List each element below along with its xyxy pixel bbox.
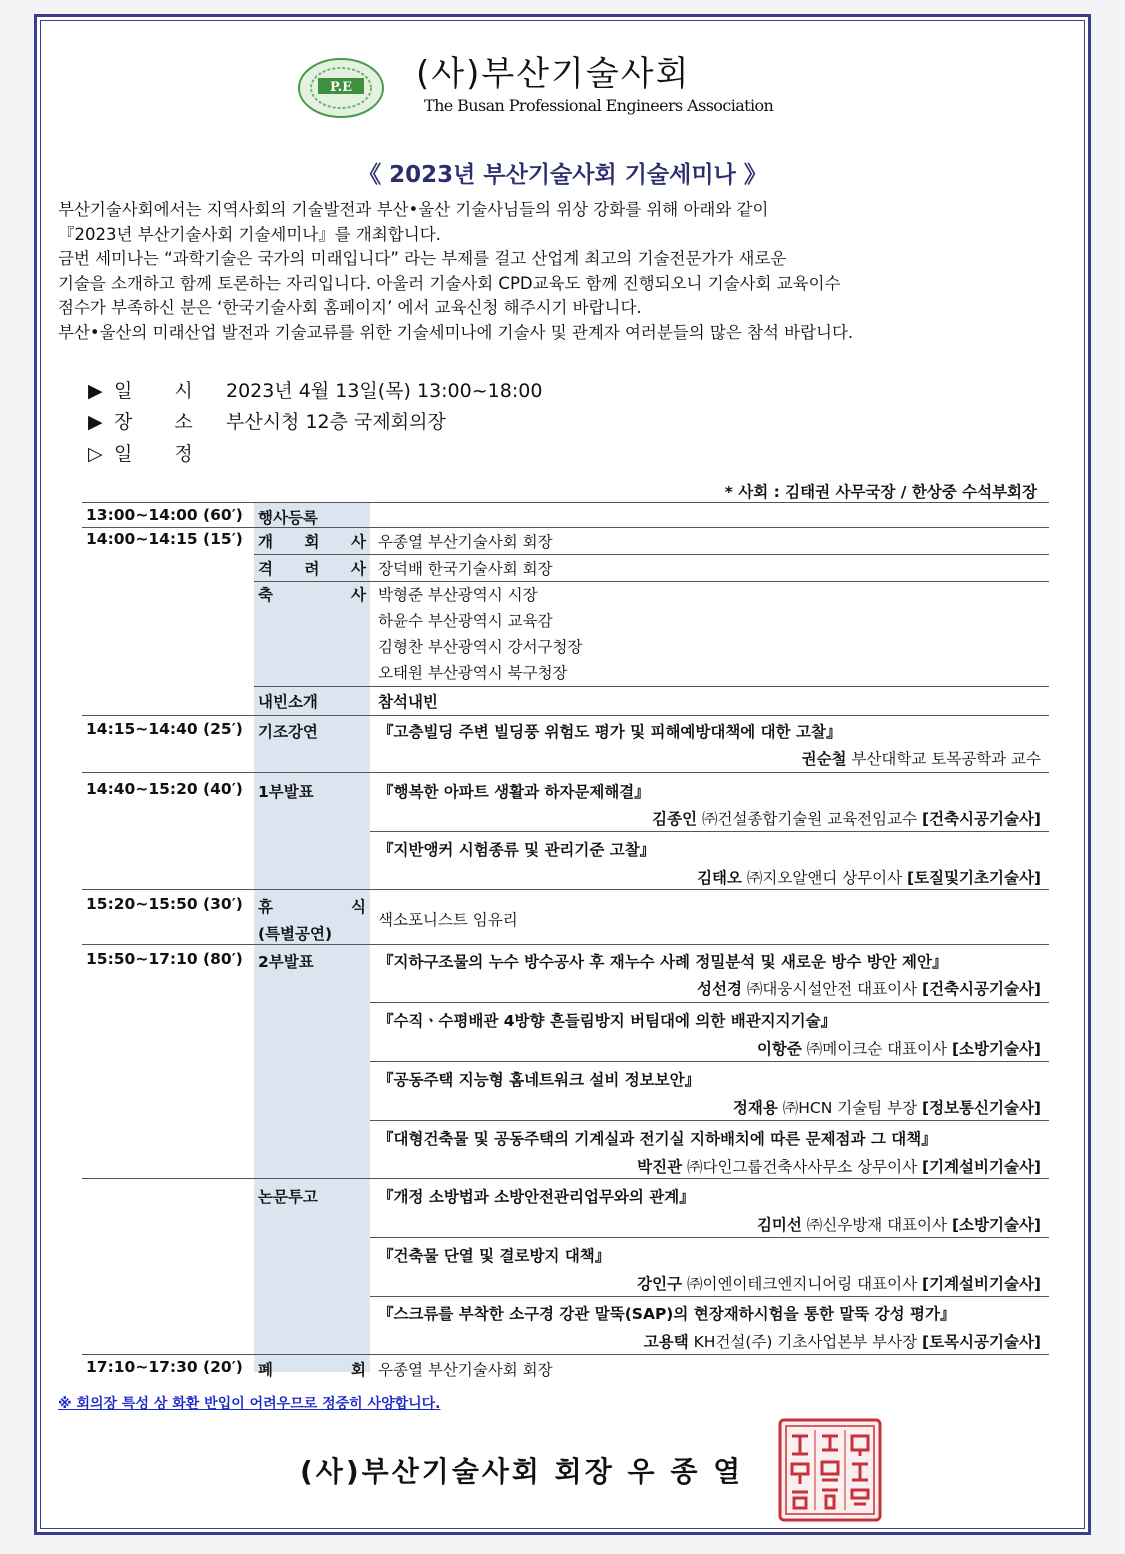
time-slot: 13:00~14:00 (60′) bbox=[86, 506, 243, 524]
speaker-name: 권순철 bbox=[801, 750, 847, 768]
talk-speaker-line bbox=[644, 1330, 1041, 1352]
speaker-field: [토목시공기술사] bbox=[922, 1333, 1041, 1351]
speaker-field: [기계설비기술사] bbox=[922, 1275, 1041, 1293]
category-label: 2부발표 bbox=[258, 953, 314, 971]
row-content: 박형준 부산광역시 시장 bbox=[378, 586, 538, 604]
talk-speaker-line bbox=[652, 807, 1041, 829]
place-label: 장 소 bbox=[114, 411, 211, 433]
talk-topic: 『대형건축물 및 공동주택의 기계실과 전기실 지하배치에 따른 문제점과 그 대책』 bbox=[378, 1130, 937, 1148]
speaker-affiliation: 부산대학교 토목공학과 교수 bbox=[851, 750, 1041, 768]
speaker-name: 이항준 bbox=[756, 1040, 802, 1058]
speaker-affiliation: ㈜대웅시설안전 대표이사 bbox=[746, 980, 918, 998]
talk-speaker-line bbox=[757, 1213, 1041, 1235]
speaker-field: [건축시공기술사] bbox=[922, 810, 1041, 828]
schedule-label: 일 정 bbox=[114, 443, 211, 465]
category-label: 휴 식 bbox=[258, 898, 366, 916]
talk-speaker-line bbox=[637, 1155, 1041, 1177]
speaker-affiliation: ㈜건설종합기술원 교육전임교수 bbox=[702, 810, 918, 828]
intro-line: 부산기술사회에서는 지역사회의 기술발전과 부산•울산 기술사님들의 위상 강화를 위해 아래와 같이 bbox=[58, 200, 769, 219]
category-label: 축 사 bbox=[258, 586, 366, 604]
talk-topic: 『수직ㆍ수평배관 4방향 흔들림방지 버팀대에 의한 배관지지기술』 bbox=[378, 1012, 837, 1030]
row-content: 하윤수 부산광역시 교육감 bbox=[378, 612, 553, 630]
letterhead bbox=[296, 42, 796, 132]
talk-topic: 『고층빌딩 주변 빌딩풍 위험도 평가 및 피해예방대책에 대한 고찰』 bbox=[378, 723, 842, 741]
talk-topic: 『지하구조물의 누수 방수공사 후 재누수 사례 정밀분석 및 새로운 방수 방안 제안』 bbox=[378, 953, 948, 971]
signature-line: (사)부산기술사회 회장 우 종 열 bbox=[300, 1455, 744, 1488]
speaker-affiliation: ㈜지오알앤디 상무이사 bbox=[746, 869, 903, 887]
time-slot: 14:00~14:15 (15′) bbox=[86, 530, 243, 548]
speaker-name: 정재용 bbox=[732, 1099, 778, 1117]
official-seal-icon bbox=[778, 1418, 882, 1522]
speaker-affiliation: ㈜신우방재 대표이사 bbox=[806, 1216, 948, 1234]
speaker-name: 박진관 bbox=[637, 1158, 683, 1176]
speaker-field: [소방기술사] bbox=[951, 1216, 1041, 1234]
speaker-name: 고용택 bbox=[643, 1333, 689, 1351]
speaker-field: [토질및기초기술사] bbox=[907, 869, 1041, 887]
org-name: (사)부산기술사회 bbox=[416, 54, 691, 94]
info-schedule bbox=[88, 439, 226, 466]
talk-speaker-line bbox=[802, 747, 1041, 769]
category-label: 내빈소개 bbox=[258, 693, 318, 711]
date-label: 일 시 bbox=[114, 380, 211, 402]
intro-line: 점수가 부족하신 분은 ‘한국기술사회 홈페이지’ 에서 교육신청 해주시기 바랍니다. bbox=[58, 298, 642, 317]
intro-line: 금번 세미나는 “과학기술은 국가의 미래입니다” 라는 부제를 걸고 산업계 최고의 기술전문가가 새로운 bbox=[58, 249, 787, 268]
speaker-affiliation: ㈜이엔이테크엔지니어링 대표이사 bbox=[687, 1275, 918, 1293]
row-content: 장덕배 한국기술사회 회장 bbox=[378, 560, 553, 578]
speaker-affiliation: KH건설(주) 기초사업본부 부사장 bbox=[693, 1333, 918, 1351]
speaker-affiliation: ㈜HCN 기술팀 부장 bbox=[782, 1099, 918, 1117]
talk-topic: 『행복한 아파트 생활과 하자문제해결』 bbox=[378, 783, 650, 801]
talk-topic: 『건축물 단열 및 결로방지 대책』 bbox=[378, 1247, 611, 1265]
speaker-affiliation: ㈜메이크순 대표이사 bbox=[806, 1040, 948, 1058]
row-content: 참석내빈 bbox=[378, 693, 438, 711]
talk-topic: 『공동주택 지능형 홈네트워크 설비 정보보안』 bbox=[378, 1071, 701, 1089]
place-value: 부산시청 12층 국제회의장 bbox=[226, 411, 446, 433]
row-content: 김형찬 부산광역시 강서구청장 bbox=[378, 638, 583, 656]
category-sublabel: (특별공연) bbox=[258, 925, 333, 943]
talk-speaker-line bbox=[757, 1037, 1041, 1059]
talk-topic: 『지반앵커 시험종류 및 관리기준 고찰』 bbox=[378, 841, 656, 859]
speaker-name: 김미선 bbox=[756, 1216, 802, 1234]
speaker-field: [정보통신기술사] bbox=[922, 1099, 1041, 1117]
time-slot: 17:10~17:30 (20′) bbox=[86, 1358, 243, 1376]
intro-paragraph bbox=[58, 198, 1058, 345]
category-label: 논문투고 bbox=[258, 1188, 318, 1206]
triangle-outline-icon: ▷ bbox=[88, 443, 103, 465]
category-label: 기조강연 bbox=[258, 723, 318, 741]
org-name-english: The Busan Professional Engineers Association bbox=[424, 96, 774, 115]
speaker-affiliation: ㈜다인그룹건축사사무소 상무이사 bbox=[687, 1158, 918, 1176]
intro-line: 『2023년 부산기술사회 기술세미나』를 개최합니다. bbox=[58, 224, 441, 244]
time-slot: 14:15~14:40 (25′) bbox=[86, 720, 243, 738]
talk-topic: 『개정 소방법과 소방안전관리업무와의 관계』 bbox=[378, 1188, 695, 1206]
association-logo-icon bbox=[296, 56, 386, 120]
triangle-icon: ▶ bbox=[88, 411, 103, 433]
speaker-name: 강인구 bbox=[637, 1275, 683, 1293]
host-note: * 사회 : 김태권 사무국장 / 한상중 수석부회장 bbox=[724, 483, 1037, 501]
speaker-name: 성선경 bbox=[697, 980, 742, 998]
speaker-field: [건축시공기술사] bbox=[922, 980, 1041, 998]
speaker-name: 김종인 bbox=[652, 810, 698, 828]
document-title: 《 2023년 부산기술사회 기술세미나 》 bbox=[358, 162, 767, 188]
talk-speaker-line bbox=[697, 977, 1041, 999]
info-place bbox=[88, 407, 446, 434]
talk-speaker-line bbox=[697, 866, 1041, 888]
date-value: 2023년 4월 13일(목) 13:00~18:00 bbox=[226, 380, 543, 402]
intro-line: 부산•울산의 미래산업 발전과 기술교류를 위한 기술세미나에 기술사 및 관계자 여러분들의 많은 참석 바랍니다. bbox=[58, 322, 854, 342]
row-content: 우종열 부산기술사회 회장 bbox=[378, 533, 553, 551]
row-content: 우종열 부산기술사회 회장 bbox=[378, 1361, 553, 1379]
notice-text: ※ 회의장 특성 상 화환 반입이 어려우므로 정중히 사양합니다. bbox=[58, 1396, 441, 1412]
row-content: 색소포니스트 임유리 bbox=[378, 911, 518, 929]
category-label: 폐 회 bbox=[258, 1361, 366, 1379]
time-slot: 15:20~15:50 (30′) bbox=[86, 895, 243, 913]
talk-speaker-line bbox=[733, 1096, 1041, 1118]
category-label: 1부발표 bbox=[258, 783, 314, 801]
info-date bbox=[88, 376, 542, 403]
time-slot: 14:40~15:20 (40′) bbox=[86, 780, 243, 798]
speaker-field: [소방기술사] bbox=[951, 1040, 1041, 1058]
category-label: 개 회 사 bbox=[258, 533, 366, 551]
time-slot: 15:50~17:10 (80′) bbox=[86, 950, 243, 968]
svg-text:P.E: P.E bbox=[329, 80, 353, 95]
talk-speaker-line bbox=[637, 1272, 1041, 1294]
row-content: 오태원 부산광역시 북구청장 bbox=[378, 664, 568, 682]
triangle-icon: ▶ bbox=[88, 380, 103, 402]
speaker-name: 김태오 bbox=[697, 869, 742, 887]
intro-line: 기술을 소개하고 함께 토론하는 자리입니다. 아울러 기술사회 CPD교육도 함께 진행되오니 기술사회 교육이수 bbox=[58, 273, 841, 293]
category-label: 행사등록 bbox=[258, 509, 318, 527]
category-label: 격 려 사 bbox=[258, 560, 366, 578]
speaker-field: [기계설비기술사] bbox=[922, 1158, 1041, 1176]
talk-topic: 『스크류를 부착한 소구경 강관 말뚝(SAP)의 현장재하시험을 통한 말뚝 강성 평가』 bbox=[378, 1305, 956, 1323]
